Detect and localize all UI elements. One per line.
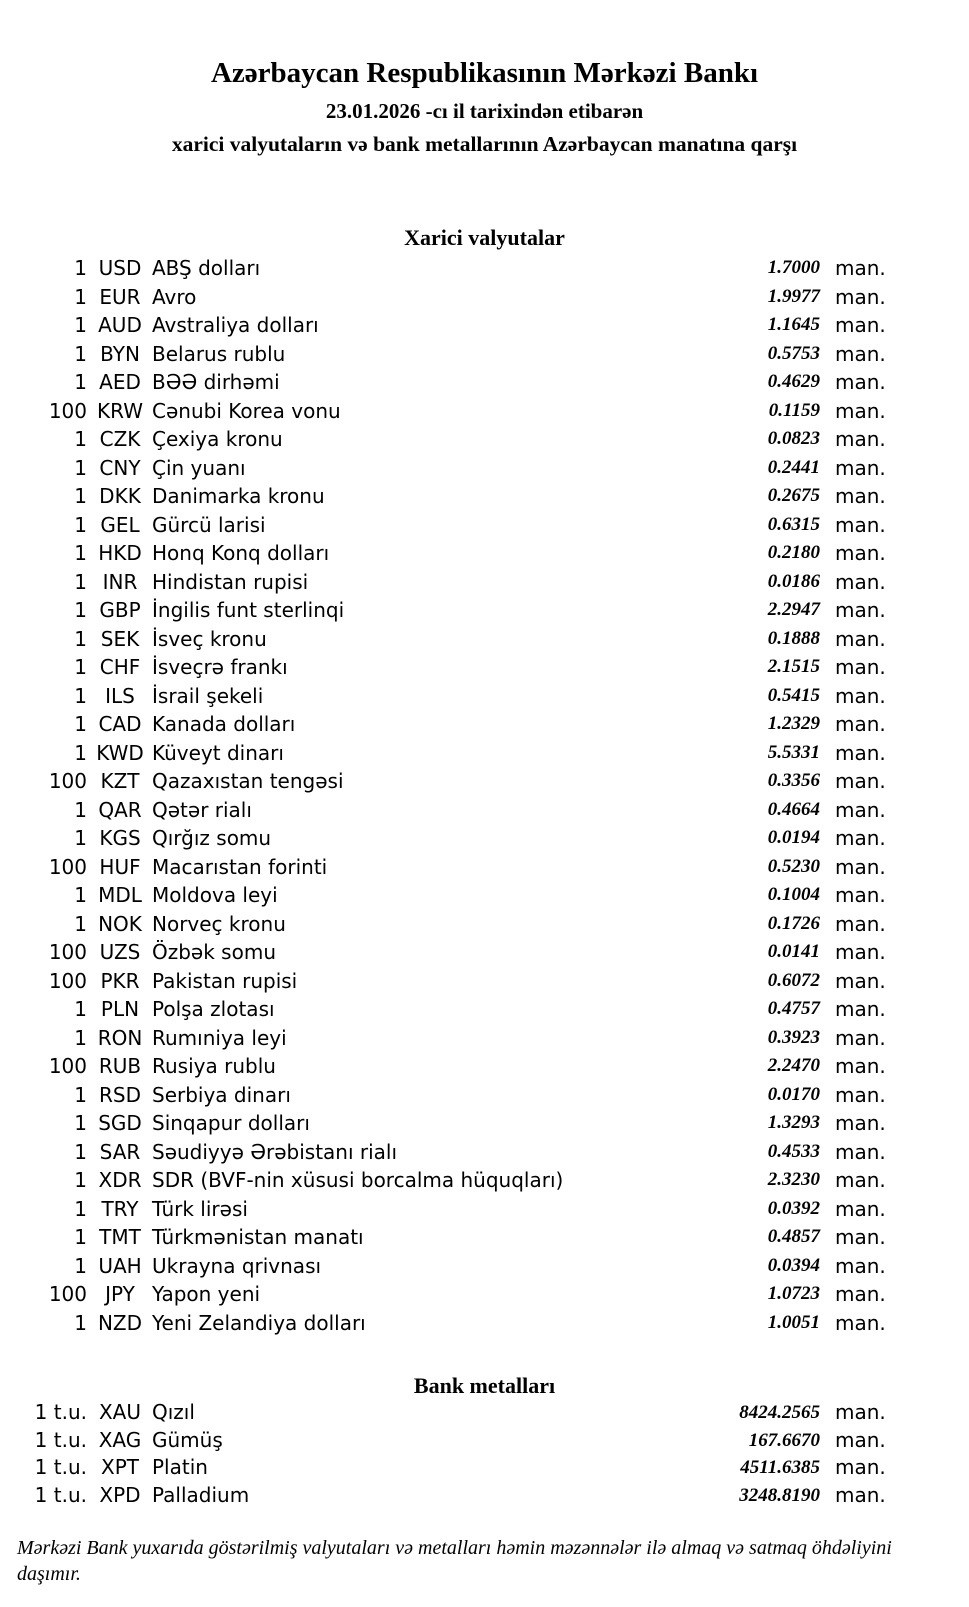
unit-label: man. <box>835 1310 886 1335</box>
rate-value: 0.5415 <box>767 684 820 706</box>
currency-name: Moldova leyi <box>152 883 278 907</box>
table-row <box>0 853 969 882</box>
unit-label: man. <box>835 997 886 1021</box>
currency-code: CNY <box>99 455 141 480</box>
rate-value: 8424.2565 <box>739 1402 820 1423</box>
rate-value: 0.0186 <box>767 570 820 592</box>
quantity: 1 t.u. <box>34 1427 87 1452</box>
unit-label: man. <box>835 883 886 907</box>
currency-code: NZD <box>97 1310 143 1335</box>
quantity: 1 <box>74 1082 87 1107</box>
currency-name: Serbiya dinarı <box>152 1082 291 1107</box>
currency-code: SAR <box>99 1139 141 1164</box>
quantity: 1 <box>74 313 87 337</box>
quantity: 1 <box>74 541 87 565</box>
rate-value: 0.2441 <box>767 456 820 478</box>
currency-name: Yeni Zelandiya dolları <box>152 1310 366 1335</box>
quantity: 1 <box>74 626 87 651</box>
unit-label: man. <box>835 1482 886 1507</box>
rate-value: 1.0051 <box>767 1311 820 1333</box>
table-row <box>0 625 969 654</box>
table-row <box>0 1195 969 1224</box>
currency-name: Avstraliya dolları <box>152 313 319 337</box>
unit-label: man. <box>835 1082 886 1107</box>
rate-value: 1.2329 <box>767 713 820 734</box>
rate-value: 0.5753 <box>767 342 820 364</box>
currency-name: ABŞ dolları <box>152 256 261 280</box>
unit-label: man. <box>835 284 886 309</box>
table-row <box>0 824 969 853</box>
unit-label: man. <box>835 797 886 822</box>
rate-value: 1.3293 <box>767 1112 820 1133</box>
currency-code: KZT <box>100 769 140 793</box>
table-row <box>0 283 969 312</box>
unit-label: man. <box>835 1282 886 1306</box>
rate-value: 0.0392 <box>767 1197 820 1219</box>
rate-value: 0.6315 <box>767 513 820 535</box>
table-row <box>0 454 969 483</box>
quantity: 100 <box>48 398 87 423</box>
currency-code: CZK <box>99 427 141 451</box>
table-row <box>0 1427 969 1455</box>
quantity: 1 <box>74 1168 87 1192</box>
currency-code: UAH <box>98 1253 142 1278</box>
quantity: 1 <box>74 1310 87 1335</box>
unit-label: man. <box>835 769 886 793</box>
unit-label: man. <box>835 313 886 337</box>
quantity: 1 <box>74 655 87 679</box>
table-row <box>0 1482 969 1510</box>
table-row <box>0 482 969 511</box>
currency-name: Qırğız somu <box>152 826 272 850</box>
table-row <box>0 739 969 768</box>
currency-code: DKK <box>99 484 141 508</box>
table-row <box>0 1399 969 1427</box>
unit-label: man. <box>835 854 886 879</box>
unit-label: man. <box>835 1168 886 1192</box>
quantity: 100 <box>48 968 87 993</box>
currency-name: Honq Konq dolları <box>152 541 330 565</box>
quantity: 1 <box>74 256 87 280</box>
unit-label: man. <box>835 740 886 765</box>
quantity: 1 t.u. <box>34 1455 87 1479</box>
table-row <box>0 682 969 711</box>
currency-code: KGS <box>99 826 141 850</box>
rate-value: 0.1888 <box>767 627 820 649</box>
currency-code: JPY <box>105 1282 135 1306</box>
currency-name: Rumıniya leyi <box>152 1025 287 1050</box>
currency-name: Gümüş <box>152 1427 223 1452</box>
table-row <box>0 796 969 825</box>
unit-label: man. <box>835 655 886 679</box>
unit-label: man. <box>835 256 886 280</box>
disclaimer-note: Mərkəzi Bank yuxarıda göstərilmiş valyutaları və metalları həmin məzənnələr ilə almaq və satmaq öhdəliyini daşımır. <box>17 1537 892 1585</box>
metals-section-heading: Bank metalları <box>413 1373 556 1398</box>
quantity: 1 <box>74 370 87 394</box>
currency-name: Küveyt dinarı <box>152 740 284 765</box>
rate-value: 1.7000 <box>767 257 820 278</box>
currency-name: Yapon yeni <box>152 1282 261 1306</box>
rate-value: 0.0194 <box>767 827 820 848</box>
table-row <box>0 397 969 426</box>
currency-section-heading: Xarici valyutalar <box>404 225 565 250</box>
table-row <box>0 1109 969 1138</box>
currency-code: KWD <box>96 740 144 765</box>
table-row <box>0 596 969 625</box>
table-row <box>0 1081 969 1110</box>
unit-label: man. <box>835 1225 886 1249</box>
quantity: 1 <box>74 1225 87 1249</box>
table-row <box>0 1252 969 1281</box>
currency-code: TRY <box>101 1196 139 1221</box>
unit-label: man. <box>835 1054 886 1078</box>
rate-value: 2.1515 <box>767 656 820 677</box>
quantity: 1 <box>74 455 87 480</box>
currency-code: TMT <box>99 1225 141 1249</box>
rate-value: 0.1004 <box>767 884 820 905</box>
currency-name: İsveç kronu <box>152 626 267 651</box>
currency-code: GBP <box>99 598 141 622</box>
rate-value: 167.6670 <box>748 1429 820 1451</box>
currency-code: HKD <box>98 541 142 565</box>
currency-name: Çexiya kronu <box>152 427 283 451</box>
currency-code: PKR <box>100 968 140 993</box>
table-row <box>0 995 969 1024</box>
currency-code: UZS <box>99 940 141 964</box>
table-row <box>0 938 969 967</box>
rate-value: 0.0141 <box>767 941 820 962</box>
rate-value: 2.3230 <box>767 1169 820 1190</box>
currency-name: Danimarka kronu <box>152 484 325 508</box>
unit-label: man. <box>835 455 886 480</box>
currency-code: AED <box>99 370 141 394</box>
currency-name: Norveç kronu <box>152 911 286 936</box>
currency-code: XAU <box>98 1400 142 1424</box>
page-subtitle: xarici valyutaların və bank metallarının Azərbaycan manatına qarşı <box>171 132 798 156</box>
unit-label: man. <box>835 1196 886 1221</box>
quantity: 1 <box>74 683 87 708</box>
currency-name: Qızıl <box>152 1400 195 1424</box>
currency-name: Belarus rublu <box>152 341 286 366</box>
table-row <box>0 1309 969 1338</box>
table-row <box>0 340 969 369</box>
quantity: 1 <box>74 1025 87 1050</box>
table-row <box>0 539 969 568</box>
quantity: 1 <box>74 512 87 537</box>
effective-date: 23.01.2026 -cı il tarixindən etibarən <box>325 99 644 123</box>
quantity: 100 <box>48 1054 87 1078</box>
quantity: 1 <box>74 427 87 451</box>
currency-name: SDR (BVF-nin xüsusi borcalma hüquqları) <box>152 1168 564 1192</box>
quantity: 100 <box>48 769 87 793</box>
rate-value: 0.4664 <box>767 798 820 820</box>
table-row <box>0 1223 969 1252</box>
currency-name: Kanada dolları <box>152 712 296 736</box>
quantity: 1 <box>74 598 87 622</box>
currency-code: USD <box>98 256 142 280</box>
table-row <box>0 311 969 340</box>
currency-name: Çin yuanı <box>152 455 246 480</box>
currency-code: INR <box>102 569 138 594</box>
currency-name: İsrail şekeli <box>152 683 264 708</box>
currency-rates-table <box>0 254 969 1337</box>
table-row <box>0 568 969 597</box>
quantity: 1 <box>74 712 87 736</box>
table-row <box>0 1280 969 1309</box>
currency-name: BƏƏ dirhəmi <box>152 370 280 394</box>
currency-name: Gürcü larisi <box>152 512 266 537</box>
currency-name: Pakistan rupisi <box>152 968 298 993</box>
currency-code: RSD <box>99 1082 141 1107</box>
metals-rates-table <box>0 1399 969 1509</box>
currency-name: İngilis funt sterlinqi <box>152 598 345 622</box>
unit-label: man. <box>835 1400 886 1424</box>
quantity: 1 <box>74 883 87 907</box>
unit-label: man. <box>835 683 886 708</box>
currency-name: Hindistan rupisi <box>152 569 309 594</box>
currency-code: HUF <box>99 854 141 879</box>
currency-name: Avro <box>152 284 197 309</box>
currency-code: QAR <box>98 797 142 822</box>
unit-label: man. <box>835 341 886 366</box>
table-row <box>0 1052 969 1081</box>
currency-code: NOK <box>98 911 142 936</box>
unit-label: man. <box>835 512 886 537</box>
quantity: 100 <box>48 854 87 879</box>
unit-label: man. <box>835 1253 886 1278</box>
table-row <box>0 767 969 796</box>
rate-value: 0.5230 <box>767 855 820 877</box>
currency-name: Rusiya rublu <box>152 1054 276 1078</box>
currency-code: XDR <box>98 1168 142 1192</box>
currency-name: Türkmənistan manatı <box>152 1225 364 1249</box>
unit-label: man. <box>835 968 886 993</box>
quantity: 1 t.u. <box>34 1482 87 1507</box>
rate-value: 0.4757 <box>767 998 820 1019</box>
quantity: 1 <box>74 740 87 765</box>
quantity: 1 <box>74 484 87 508</box>
table-row <box>0 653 969 682</box>
table-row <box>0 1454 969 1482</box>
rate-value: 0.3923 <box>767 1026 820 1048</box>
currency-code: XPT <box>101 1455 139 1479</box>
quantity: 1 <box>74 997 87 1021</box>
rate-value: 0.4857 <box>767 1226 820 1247</box>
currency-name: Ukrayna qrivnası <box>152 1253 322 1278</box>
quantity: 100 <box>48 1282 87 1306</box>
quantity: 1 <box>74 1196 87 1221</box>
currency-name: Qətər rialı <box>152 797 252 822</box>
currency-code: XPD <box>99 1482 141 1507</box>
quantity: 1 <box>74 911 87 936</box>
rate-value: 1.9977 <box>767 285 820 307</box>
rate-value: 0.0170 <box>767 1083 820 1105</box>
rate-value: 0.6072 <box>767 969 820 991</box>
quantity: 1 <box>74 797 87 822</box>
rate-value: 4511.6385 <box>740 1457 820 1478</box>
quantity: 1 <box>74 569 87 594</box>
rate-value: 0.0394 <box>767 1254 820 1276</box>
unit-label: man. <box>835 626 886 651</box>
rate-value: 1.1645 <box>767 314 820 335</box>
unit-label: man. <box>835 940 886 964</box>
unit-label: man. <box>835 569 886 594</box>
unit-label: man. <box>835 398 886 423</box>
unit-label: man. <box>835 370 886 394</box>
rate-value: 3248.8190 <box>739 1484 820 1506</box>
currency-code: BYN <box>100 341 140 366</box>
page-title: Azərbaycan Respublikasının Mərkəzi Bankı <box>210 57 759 89</box>
quantity: 1 <box>74 1111 87 1135</box>
quantity: 1 t.u. <box>34 1400 87 1424</box>
currency-name: Özbək somu <box>152 940 276 964</box>
currency-code: CHF <box>99 655 141 679</box>
table-row <box>0 1024 969 1053</box>
unit-label: man. <box>835 541 886 565</box>
quantity: 1 <box>74 1253 87 1278</box>
rate-value: 2.2947 <box>767 599 820 620</box>
rate-value: 0.2675 <box>767 485 820 506</box>
currency-code: GEL <box>100 512 140 537</box>
unit-label: man. <box>835 1025 886 1050</box>
unit-label: man. <box>835 712 886 736</box>
currency-code: EUR <box>99 284 141 309</box>
rate-value: 0.4533 <box>767 1140 820 1162</box>
currency-name: Palladium <box>152 1482 250 1507</box>
unit-label: man. <box>835 598 886 622</box>
currency-name: Macarıstan forinti <box>152 854 328 879</box>
rate-value: 0.1159 <box>768 399 820 421</box>
currency-name: Qazaxıstan tengəsi <box>152 769 344 793</box>
unit-label: man. <box>835 911 886 936</box>
unit-label: man. <box>835 427 886 451</box>
currency-code: SGD <box>98 1111 142 1135</box>
quantity: 1 <box>74 284 87 309</box>
table-row <box>0 368 969 397</box>
quantity: 1 <box>74 826 87 850</box>
rate-value: 1.0723 <box>767 1283 820 1304</box>
table-row <box>0 910 969 939</box>
currency-name: Sinqapur dolları <box>152 1111 310 1135</box>
currency-name: Platin <box>152 1455 208 1479</box>
currency-code: MDL <box>98 883 142 907</box>
table-row <box>0 511 969 540</box>
currency-name: Səudiyyə Ərəbistanı rialı <box>152 1139 398 1164</box>
rate-value: 0.2180 <box>767 542 820 563</box>
currency-code: RUB <box>98 1054 142 1078</box>
rate-value: 0.3356 <box>767 770 820 791</box>
rate-value: 5.5331 <box>767 741 820 763</box>
rate-value: 0.0823 <box>767 428 820 449</box>
unit-label: man. <box>835 1427 886 1452</box>
quantity: 1 <box>74 1139 87 1164</box>
table-row <box>0 425 969 454</box>
quantity: 1 <box>74 341 87 366</box>
table-row <box>0 881 969 910</box>
currency-name: İsveçrə frankı <box>152 655 288 679</box>
table-row <box>0 967 969 996</box>
table-row <box>0 710 969 739</box>
currency-name: Türk lirəsi <box>152 1196 248 1221</box>
currency-code: RON <box>97 1025 143 1050</box>
currency-name: Polşa zlotası <box>152 997 275 1021</box>
unit-label: man. <box>835 1111 886 1135</box>
currency-code: SEK <box>100 626 140 651</box>
table-row <box>0 1138 969 1167</box>
currency-code: AUD <box>98 313 142 337</box>
rate-value: 0.1726 <box>767 912 820 934</box>
table-row <box>0 254 969 283</box>
currency-code: ILS <box>105 683 135 708</box>
unit-label: man. <box>835 1139 886 1164</box>
unit-label: man. <box>835 1455 886 1479</box>
unit-label: man. <box>835 826 886 850</box>
currency-code: XAG <box>98 1427 142 1452</box>
rate-value: 2.2470 <box>767 1055 820 1076</box>
rate-value: 0.4629 <box>767 371 820 392</box>
currency-code: KRW <box>97 398 143 423</box>
table-row <box>0 1166 969 1195</box>
currency-code: CAD <box>98 712 142 736</box>
unit-label: man. <box>835 484 886 508</box>
quantity: 100 <box>48 940 87 964</box>
currency-name: Cənubi Korea vonu <box>152 398 341 423</box>
currency-code: PLN <box>100 997 140 1021</box>
